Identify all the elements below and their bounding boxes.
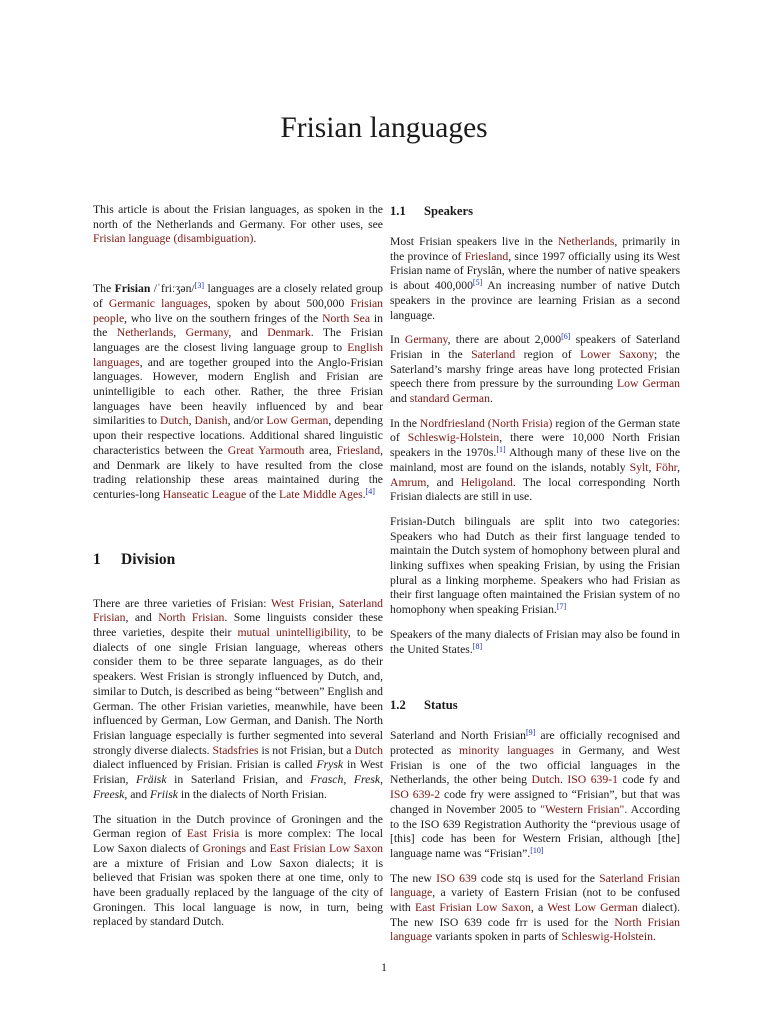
ref-8[interactable]: [8] — [472, 641, 483, 651]
link-friesland[interactable]: Friesland — [336, 443, 381, 457]
speakers-paragraph-2: In Germany, there are about 2,000[6] speakers of Saterland Frisian in the Saterland region of Lower Saxony; the Saterland’s marshy fringe areas have long protected Frisian speech there from pressure by the surrounding Low German and standard German. — [390, 332, 680, 406]
link-iso-639-2[interactable]: ISO 639-2 — [390, 788, 441, 802]
speakers-paragraph-3: In the Nordfriesland (North Frisia) region of the German state of Schleswig-Holstein, there were 10,000 North Frisian speakers in the 1970s.[1] Although many of these live on the mainland, most are found on the islands, notably Sylt, Föhr, Amrum, and Heligoland. The local corresponding North Frisian dialects are still in use. — [390, 416, 681, 504]
link-germany[interactable]: Germany — [404, 333, 448, 347]
link-minority-languages[interactable]: minority languages — [459, 743, 554, 757]
link-west-frisian[interactable]: West Frisian — [270, 596, 332, 610]
link-iso-639-1[interactable]: ISO 639-1 — [567, 773, 618, 787]
section-heading-division — [93, 550, 383, 570]
ref-4[interactable]: [4] — [365, 486, 375, 496]
subsection-title: Speakers — [424, 204, 473, 218]
link-sylt[interactable]: Sylt — [629, 460, 649, 474]
status-paragraph-1: Saterland and North Frisian[9] are officially recognised and protected as minority languages in Germany, and West Frisian is one of the two official languages in the Netherlands, the other being Dutch. ISO 639-1 code fy and ISO 639-2 code fry were assigned to “Frisian”, but that was changed in November 2005 to "Western Frisian". According to the ISO 639 Registration Authority the “previous usage of [this] code has been for Western Frisian, although [the] language name was “Frisian”.[10] — [390, 728, 681, 860]
ipa-pronunciation: /ˈfriːʒən/ — [150, 282, 195, 296]
link-nordfriesland[interactable]: Nordfriesland (North Frisia) — [419, 416, 553, 430]
subsection-number: 1.2 — [390, 698, 406, 713]
link-amrum[interactable]: Amrum — [390, 475, 427, 489]
link-iso-639[interactable]: ISO 639 — [436, 871, 477, 885]
link-western-frisian[interactable]: "Western Frisian" — [540, 802, 625, 816]
section-heading-status — [390, 697, 680, 713]
link-denmark[interactable]: Denmark — [267, 326, 311, 340]
link-great-yarmouth[interactable]: Great Yarmouth — [227, 443, 305, 457]
link-friesland[interactable]: Friesland — [464, 249, 509, 263]
link-hanseatic-league[interactable]: Hanseatic League — [162, 487, 247, 501]
link-saterland[interactable]: Saterland — [471, 347, 516, 361]
link-gronings[interactable]: Gronings — [202, 841, 247, 855]
ref-3[interactable]: [3] — [194, 281, 204, 291]
link-low-german[interactable]: Low German — [616, 377, 680, 391]
link-low-german[interactable]: Low German — [266, 414, 329, 428]
ref-7[interactable]: [7] — [556, 602, 567, 612]
link-netherlands[interactable]: Netherlands — [116, 326, 174, 340]
ref-10[interactable]: [10] — [530, 845, 544, 855]
page-title: Frisian languages — [280, 112, 488, 144]
ref-5[interactable]: [5] — [472, 278, 483, 288]
link-east-frisia[interactable]: East Frisia — [186, 827, 240, 841]
link-saterland-frisian-language[interactable]: Saterland Frisian language — [390, 871, 680, 900]
link-english-languages[interactable]: English languages — [93, 340, 383, 369]
ref-9[interactable]: [9] — [525, 728, 536, 738]
section-title: Division — [121, 550, 176, 568]
subsection-title: Status — [424, 698, 458, 713]
link-germanic-languages[interactable]: Germanic languages — [108, 296, 208, 310]
link-east-frisian-low-saxon[interactable]: East Frisian Low Saxon — [415, 901, 531, 915]
bold-term: Frisian — [114, 282, 151, 296]
link-west-low-german[interactable]: West Low German — [547, 901, 638, 915]
link-north-frisian-language[interactable]: North Frisian language — [390, 915, 681, 944]
link-dutch[interactable]: Dutch — [531, 773, 561, 787]
page-number: 1 — [381, 960, 387, 974]
link-frisian-people[interactable]: Frisian people — [93, 296, 383, 325]
link-stadsfries[interactable]: Stadsfries — [212, 743, 259, 757]
link-fohr[interactable]: Föhr — [655, 460, 678, 474]
section-number: 1 — [93, 550, 101, 568]
ref-6[interactable]: [6] — [561, 332, 571, 342]
ref-1[interactable]: [1] — [496, 445, 506, 455]
link-schleswig-holstein[interactable]: Schleswig-Holstein — [407, 431, 500, 445]
link-late-middle-ages[interactable]: Late Middle Ages — [278, 487, 363, 501]
right-column — [390, 203, 680, 945]
link-danish[interactable]: Danish — [194, 414, 228, 428]
link-lower-saxony[interactable]: Lower Saxony — [580, 347, 655, 361]
lede-paragraph: The Frisian /ˈfriːʒən/[3] languages are a closely related group of Germanic languages, spoken by about 500,000 Frisian people, who live on the southern fringes of the North Sea in the Netherlands, Germany, and Denmark. The Frisian languages are the closest living language group to English languages, and are together grouped into the Anglo-Frisian languages. However, modern English and Frisian are unintelligible to each other. Rather, the three Frisian languages have been heavily influenced by and bear similarities to Dutch, Danish, and/or Low German, depending upon their respective locations. Additional shared linguistic characteristics between the Great Yarmouth area, Friesland, and Denmark are likely to have resulted from the close trading relationship these areas maintained during the centuries-long Hanseatic League of the Late Middle Ages.[4] — [93, 281, 384, 501]
link-standard-german[interactable]: standard German — [409, 392, 490, 406]
link-dutch-dialect[interactable]: Dutch — [354, 743, 383, 757]
speakers-paragraph-1: Most Frisian speakers live in the Netherlands, primarily in the province of Friesland, since 1997 officially using its West Frisian name of Fryslân, where the number of native speakers is about 400,000[5] An increasing number of native Dutch speakers in the province are learning Frisian as a second language. — [390, 235, 681, 322]
link-east-frisian-low-saxon[interactable]: East Frisian Low Saxon — [269, 841, 384, 855]
status-paragraph-2: The new ISO 639 code stq is used for the Saterland Frisian language, a variety of Eastern Frisian (not to be confused with East Frisian Low Saxon, a West Low German dialect). The new ISO 639 code frr is used for the North Frisian language variants spoken in parts of Schleswig-Holstein. — [390, 871, 681, 944]
link-north-frisian[interactable]: North Frisian — [158, 611, 225, 625]
hatnote: This article is about the Frisian languages, as spoken in the north of the Netherlands and Germany. For other uses, see Frisian language (disambiguation). — [93, 203, 383, 246]
left-column — [93, 203, 383, 930]
link-dutch[interactable]: Dutch — [160, 414, 189, 428]
speakers-paragraph-5: Speakers of the many dialects of Frisian may also be found in the United States.[8] — [390, 627, 680, 656]
link-north-sea[interactable]: North Sea — [322, 311, 371, 325]
link-germany[interactable]: Germany — [185, 326, 229, 340]
link-netherlands[interactable]: Netherlands — [557, 235, 615, 248]
link-saterland-frisian[interactable]: Saterland Frisian — [93, 596, 384, 625]
division-paragraph-1: There are three varieties of Frisian: West Frisian, Saterland Frisian, and North Frisian. Some linguists consider these three varieties, despite their mutual unintelligibility, to be dialects of one single Frisian language, whereas others consider them to be three separate languages, as do their speakers. West Frisian is strongly influenced by Dutch, and, similar to Dutch, is described as being “between” English and German. The other Frisian varieties, meanwhile, have been influenced by German, Low German, and Danish. The North Frisian language especially is further segmented into several strongly diverse dialects. Stadsfries is not Frisian, but a Dutch dialect influenced by Frisian. Frisian is called Frysk in West Frisian, Fräisk in Saterland Frisian, and Frasch, Fresk, Freesk, and Friisk in the dialects of North Frisian. — [93, 596, 384, 801]
division-paragraph-2: The situation in the Dutch province of Groningen and the German region of East Frisia is more complex: The local Low Saxon dialects of Gronings and East Frisian Low Saxon are a mixture of Frisian and Low Saxon dialects; it is believed that Frisian was spoken there at one time, only to have been gradually replaced by the language of the city of Groningen. This local language is now, in turn, being replaced by standard Dutch. — [93, 812, 384, 929]
subsection-number: 1.1 — [390, 204, 406, 218]
link-heligoland[interactable]: Heligoland — [460, 475, 513, 489]
link-mutual-unintelligibility[interactable]: mutual unintelligibility — [237, 626, 348, 640]
speakers-paragraph-4: Frisian-Dutch bilinguals are split into two categories: Speakers who had Dutch as their first language tended to maintain the Dutch system of homophony between plural and linking suffixes when speaking Frisian, by using the Frisian plural as a linking morpheme. Speakers who had Frisian as their first language often maintained the Frisian system of no homophony when speaking Frisian.[7] — [390, 514, 680, 617]
link-frisian-disambiguation[interactable]: Frisian language (disambiguation) — [93, 232, 254, 246]
link-schleswig-holstein[interactable]: Schleswig-Holstein — [561, 930, 653, 944]
section-heading-speakers — [390, 203, 680, 219]
